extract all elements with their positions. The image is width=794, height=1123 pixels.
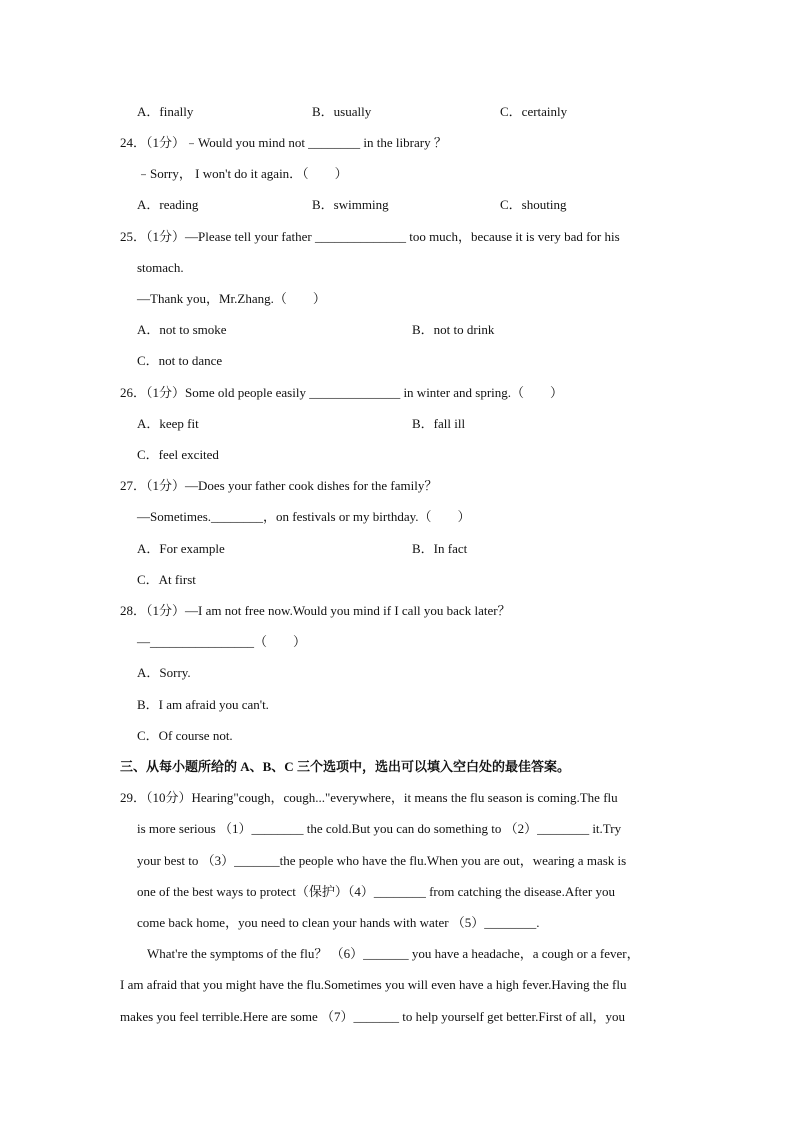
q29-line-1: 29．（10分）Hearing"cough，cough..."everywhere，it means the flu season is coming.The flu xyxy=(120,790,618,805)
q25-stem-cont: stomach. xyxy=(137,260,184,275)
q27-option-b: B．In fact xyxy=(412,541,468,556)
q28-stem: 28．（1分）—I am not free now.Would you mind if I call you back later？ xyxy=(120,603,511,618)
q27-reply: —Sometimes.________，on festivals or my birthday.（ ） xyxy=(137,509,471,524)
q29-line-5: come back home，you need to clean your hands with water （5）________. xyxy=(137,915,540,930)
q29-line-4: one of the best ways to protect（保护）（4）________ from catching the disease.After you xyxy=(137,884,615,899)
q29-line-3: your best to （3）_______the people who have the flu.When you are out，wearing a mask is xyxy=(137,853,627,868)
q23-option-a: A．finally xyxy=(137,104,194,119)
q29-line-7: I am afraid that you might have the flu.Sometimes you will even have a high fever.Having the flu xyxy=(120,977,627,992)
q24-option-b: B．swimming xyxy=(312,197,389,212)
q23-option-c: C．certainly xyxy=(500,104,568,119)
section3-heading: 三、从每小题所给的 A、B、C 三个选项中，选出可以填入空白处的最佳答案。 xyxy=(120,759,570,774)
q28-option-b: B．I am afraid you can't. xyxy=(137,697,269,712)
q27-option-c: C．At first xyxy=(137,572,196,587)
q27-stem: 27．（1分）—Does your father cook dishes for the family？ xyxy=(120,478,438,493)
q26-option-c: C．feel excited xyxy=(137,447,219,462)
q23-option-b: B．usually xyxy=(312,104,372,119)
q24-option-c: C．shouting xyxy=(500,197,567,212)
q26-stem: 26．（1分）Some old people easily ______________ in winter and spring.（ ） xyxy=(120,385,564,400)
q25-reply: —Thank you，Mr.Zhang.（ ） xyxy=(137,291,326,306)
q27-option-a: A．For example xyxy=(137,541,225,556)
q28-option-a: A．Sorry. xyxy=(137,665,191,680)
q29-line-2: is more serious （1）________ the cold.But you can do something to （2）________ it.Try xyxy=(137,821,622,836)
q29-line-8: makes you feel terrible.Here are some （7）_______ to help yourself get better.First of all，you xyxy=(120,1009,626,1024)
q25-option-c: C．not to dance xyxy=(137,353,223,368)
q24-reply: ﹣Sorry， I won't do it again．（ ） xyxy=(137,166,348,181)
q25-option-b: B．not to drink xyxy=(412,322,495,337)
q28-option-c: C．Of course not. xyxy=(137,728,233,743)
q26-option-a: A．keep fit xyxy=(137,416,199,431)
q24-stem: 24．（1分）﹣Would you mind not ________ in the library ？ xyxy=(120,135,447,150)
q28-reply: —________________（ ） xyxy=(137,634,307,649)
q29-line-6: What're the symptoms of the flu？ （6）_______ you have a headache，a cough or a fever， xyxy=(147,946,640,961)
q25-stem: 25．（1分）—Please tell your father ______________ too much，because it is very bad for his xyxy=(120,229,620,244)
q24-option-a: A．reading xyxy=(137,197,199,212)
q26-option-b: B．fall ill xyxy=(412,416,466,431)
q25-option-a: A．not to smoke xyxy=(137,322,227,337)
